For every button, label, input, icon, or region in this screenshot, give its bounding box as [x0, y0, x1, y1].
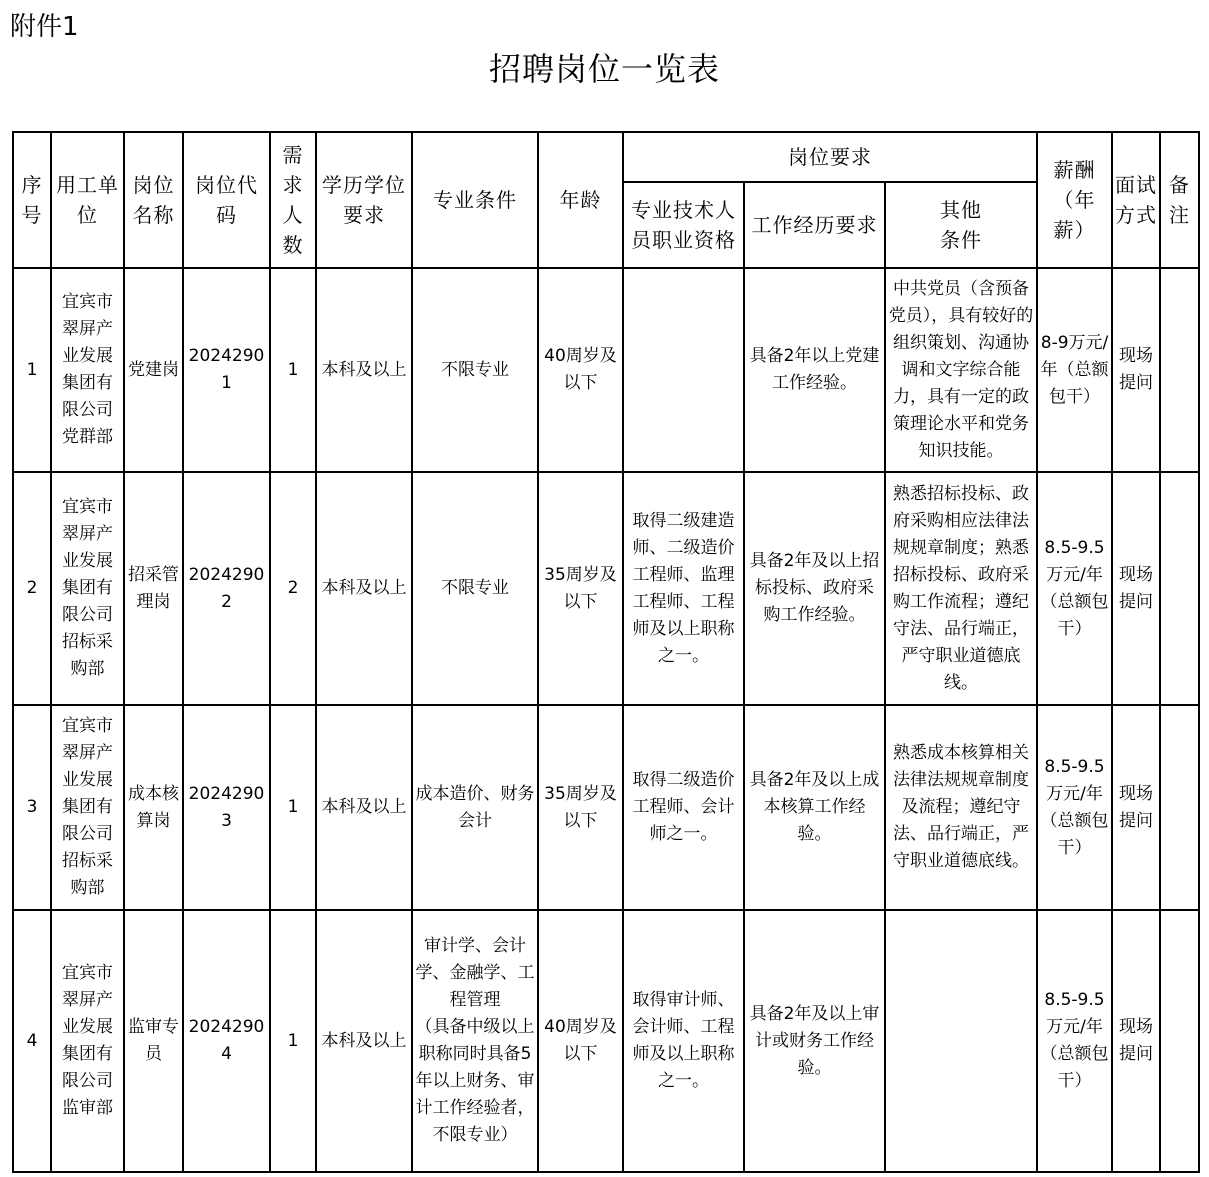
- cell-code: 20242904: [183, 910, 270, 1172]
- cell-count: 1: [270, 705, 316, 910]
- header-qualification: 专业技术人员职业资格: [623, 182, 744, 268]
- cell-position: 党建岗: [124, 268, 183, 472]
- cell-remarks: [1160, 705, 1199, 910]
- header-position: 岗位名称: [124, 132, 183, 268]
- cell-salary: 8.5-9.5万元/年（总额包干）: [1037, 705, 1112, 910]
- cell-position: 成本核算岗: [124, 705, 183, 910]
- cell-unit: 宜宾市翠屏产业发展集团有限公司招标采购部: [51, 705, 124, 910]
- cell-major: 审计学、会计学、金融学、工程管理 （具备中级以上职称同时具备5年以上财务、审计工作经验者，不限专业）: [412, 910, 538, 1172]
- cell-seq: 3: [13, 705, 51, 910]
- cell-experience: 具备2年及以上成本核算工作经验。: [744, 705, 885, 910]
- cell-other: 熟悉成本核算相关法律法规规章制度及流程；遵纪守法、品行端正，严守职业道德底线。: [885, 705, 1037, 910]
- cell-unit: 宜宾市翠屏产业发展集团有限公司招标采购部: [51, 472, 124, 705]
- cell-age: 40周岁及以下: [538, 910, 623, 1172]
- cell-age: 35周岁及以下: [538, 472, 623, 705]
- cell-interview: 现场提问: [1112, 910, 1160, 1172]
- cell-interview: 现场提问: [1112, 268, 1160, 472]
- cell-qualification: 取得二级造价工程师、会计师之一。: [623, 705, 744, 910]
- cell-count: 2: [270, 472, 316, 705]
- cell-remarks: [1160, 910, 1199, 1172]
- cell-qualification: 取得审计师、会计师、工程师及以上职称之一。: [623, 910, 744, 1172]
- cell-code: 20242903: [183, 705, 270, 910]
- header-interview: 面试方式: [1112, 132, 1160, 268]
- header-remarks: 备注: [1160, 132, 1199, 268]
- cell-code: 20242901: [183, 268, 270, 472]
- cell-salary: 8-9万元/年（总额包干）: [1037, 268, 1112, 472]
- page-title: 招聘岗位一览表: [488, 50, 720, 88]
- cell-education: 本科及以上: [316, 472, 412, 705]
- cell-position: 招采管理岗: [124, 472, 183, 705]
- cell-experience: 具备2年及以上审计或财务工作经验。: [744, 910, 885, 1172]
- header-count: 需求人数: [270, 132, 316, 268]
- header-code: 岗位代码: [183, 132, 270, 268]
- cell-other: 熟悉招标投标、政府采购相应法律法规规章制度；熟悉招标投标、政府采购工作流程；遵纪守法、品行端正，严守职业道德底线。: [885, 472, 1037, 705]
- cell-qualification: 取得二级建造师、二级造价工程师、监理工程师、工程师及以上职称之一。: [623, 472, 744, 705]
- header-requirements-group: 岗位要求: [623, 132, 1037, 182]
- cell-other: 中共党员（含预备党员），具有较好的组织策划、沟通协调和文字综合能力，具有一定的政策理论水平和党务知识技能。: [885, 268, 1037, 472]
- cell-code: 20242902: [183, 472, 270, 705]
- header-unit: 用工单位: [51, 132, 124, 268]
- cell-unit: 宜宾市翠屏产业发展集团有限公司监审部: [51, 910, 124, 1172]
- cell-major: 不限专业: [412, 268, 538, 472]
- cell-count: 1: [270, 910, 316, 1172]
- table-row: [13, 268, 1199, 472]
- recruitment-table: [12, 131, 1200, 1173]
- header-age: 年龄: [538, 132, 623, 268]
- cell-qualification: [623, 268, 744, 472]
- cell-remarks: [1160, 268, 1199, 472]
- cell-remarks: [1160, 472, 1199, 705]
- header-seq: 序号: [13, 132, 51, 268]
- header-education: 学历学位要求: [316, 132, 412, 268]
- cell-salary: 8.5-9.5万元/年（总额包干）: [1037, 472, 1112, 705]
- cell-seq: 1: [13, 268, 51, 472]
- table-row: [13, 705, 1199, 910]
- cell-education: 本科及以上: [316, 268, 412, 472]
- header-experience: 工作经历要求: [744, 182, 885, 268]
- cell-count: 1: [270, 268, 316, 472]
- table-row: [13, 472, 1199, 705]
- cell-unit: 宜宾市翠屏产业发展集团有限公司党群部: [51, 268, 124, 472]
- cell-age: 40周岁及以下: [538, 268, 623, 472]
- header-major: 专业条件: [412, 132, 538, 268]
- cell-interview: 现场提问: [1112, 705, 1160, 910]
- cell-interview: 现场提问: [1112, 472, 1160, 705]
- cell-seq: 4: [13, 910, 51, 1172]
- cell-major: 不限专业: [412, 472, 538, 705]
- cell-experience: 具备2年及以上招标投标、政府采购工作经验。: [744, 472, 885, 705]
- cell-salary: 8.5-9.5万元/年（总额包干）: [1037, 910, 1112, 1172]
- header-other: 其他 条件: [885, 182, 1037, 268]
- cell-experience: 具备2年以上党建工作经验。: [744, 268, 885, 472]
- cell-age: 35周岁及以下: [538, 705, 623, 910]
- cell-other: [885, 910, 1037, 1172]
- attachment-label: 附件1: [10, 12, 79, 42]
- cell-seq: 2: [13, 472, 51, 705]
- cell-major: 成本造价、财务会计: [412, 705, 538, 910]
- table-row: [13, 910, 1199, 1172]
- cell-education: 本科及以上: [316, 705, 412, 910]
- cell-education: 本科及以上: [316, 910, 412, 1172]
- cell-position: 监审专员: [124, 910, 183, 1172]
- header-salary: 薪酬 （年薪）: [1037, 132, 1112, 268]
